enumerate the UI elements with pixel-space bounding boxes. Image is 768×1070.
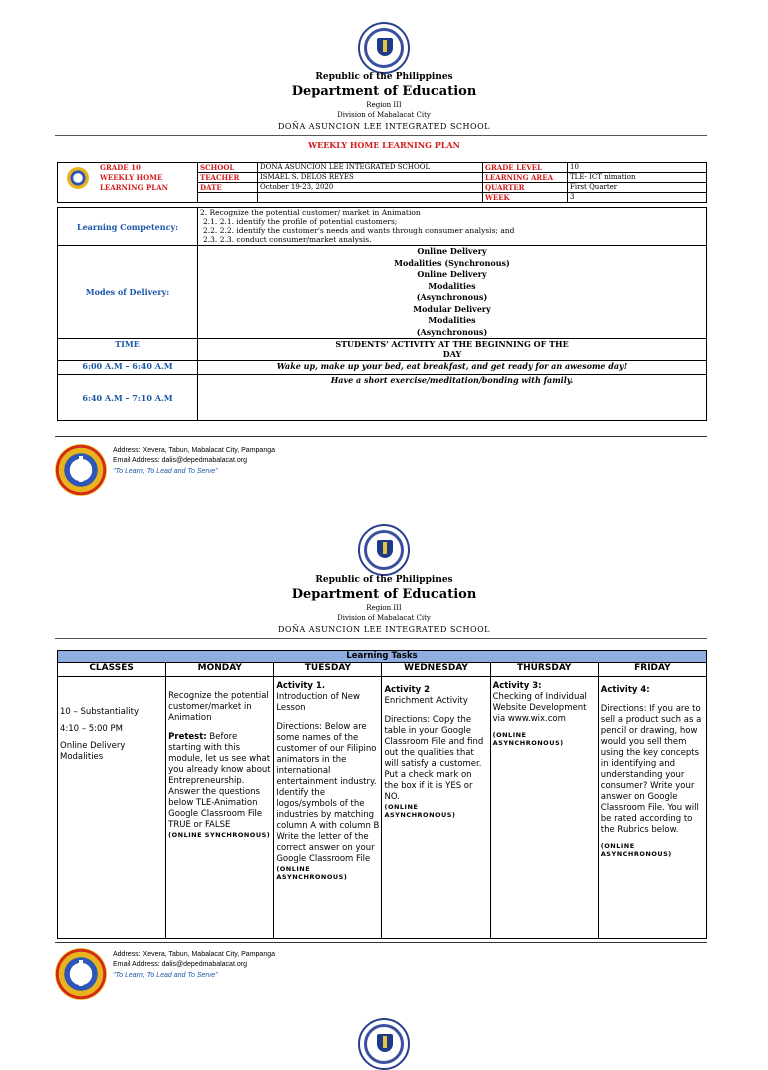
mode-line: Modalities	[428, 315, 476, 325]
header-divider	[55, 638, 707, 639]
learning-tasks-table	[57, 650, 707, 939]
tuesday-cell	[274, 677, 382, 939]
col-header-monday: MONDAY	[166, 663, 274, 677]
wednesday-body: Directions: Copy the table in your Google Classroom File and find out the qualities that will satisfy a customer. Put a check mark on the box if it is YES or NO.	[384, 715, 484, 802]
date-value: October 19-23, 2020	[258, 183, 483, 193]
time-header: TIME	[58, 339, 198, 361]
competency-line: 2.1. 2.1. identify the profile of potential customers;	[203, 217, 398, 226]
mode-line: Online Delivery	[417, 269, 487, 279]
footer-divider	[55, 436, 707, 437]
activity-1: Wake up, make up your bed, eat breakfast, and get ready for an awesome day!	[198, 361, 707, 375]
learning-area-value: TLE- ICT nimation	[568, 173, 707, 183]
school-footer-logo	[55, 948, 107, 1000]
friday-cell	[598, 677, 706, 939]
division-text: Division of Mabalacat City	[337, 614, 431, 622]
header-divider	[55, 135, 707, 136]
thursday-title: Activity 3:	[492, 681, 542, 691]
week-value: 3	[568, 193, 707, 203]
school-name: DOÑA ASUNCION LEE INTEGRATED SCHOOL	[278, 122, 490, 131]
footer-email: Email Address: dalis@depedmabalacat.org	[113, 961, 247, 968]
activity-2: Have a short exercise/meditation/bonding with family.	[198, 375, 707, 421]
pretest-text: Before starting with this module, let us see what you already know about Entrepreneurship. Answer the questions below TLE-Animation Google Classroom File	[168, 732, 271, 819]
col-header-wednesday: WEDNESDAY	[382, 663, 490, 677]
activity-header: STUDENTS' ACTIVITY AT THE BEGINNING OF THE DAY	[198, 339, 707, 361]
learning-tasks-banner: Learning Tasks	[58, 651, 707, 663]
weekly-home-label: WEEKLY HOME	[100, 173, 163, 182]
competency-label-cell	[58, 208, 198, 246]
division-text: Division of Mabalacat City	[337, 111, 431, 119]
thursday-tag: (ONLINE ASYNCHRONOUS)	[492, 731, 564, 747]
mode-line: Modalities (Synchronous)	[394, 257, 510, 268]
grade-label-cell	[98, 163, 198, 203]
competency-cell	[198, 208, 707, 246]
deped-seal-logo	[358, 524, 410, 576]
tuesday-tag: (ONLINE ASYNCHRONOUS)	[276, 865, 348, 881]
mode-line: Modalities	[428, 280, 476, 291]
grade-label: GRADE 10	[100, 163, 141, 172]
tuesday-title: Activity 1.	[276, 681, 326, 691]
modes-label-cell	[58, 246, 198, 339]
footer-address: Address: Xevera, Tabun, Mabalacat City, Pampanga	[113, 951, 275, 958]
plan-table	[57, 207, 707, 421]
date-key: DATE	[198, 183, 258, 193]
republic-heading: Republic of the Philippines	[315, 72, 453, 82]
footer-motto: "To Learn, To Lead and To Serve"	[113, 972, 218, 979]
region-text: Region III	[366, 101, 402, 109]
monday-tag: (ONLINE SYNCHRONOUS)	[168, 831, 271, 839]
wednesday-cell	[382, 677, 490, 939]
competency-line: 2.3. 2.3. conduct consumer/market analysis.	[203, 235, 372, 244]
school-logo	[67, 167, 89, 189]
grade-level-key: GRADE LEVEL	[483, 163, 568, 173]
friday-title: Activity 4:	[600, 685, 650, 695]
thursday-body: Checking of Individual Website Development via www.wix.com	[492, 692, 587, 724]
info-table	[57, 162, 707, 203]
competency-line: 2. Recognize the potential customer/ market in Animation	[200, 208, 421, 217]
col-header-friday: FRIDAY	[598, 663, 706, 677]
mode-line: Modular Delivery	[413, 303, 491, 314]
teacher-key: TEACHER	[198, 173, 258, 183]
monday-cell	[166, 677, 274, 939]
quarter-key: QUARTER	[483, 183, 568, 193]
wednesday-subtitle: Enrichment Activity	[384, 696, 468, 706]
competency-line: 2.2. 2.2. identify the customer's needs and wants through consumer analysis; and	[203, 226, 515, 235]
modes-cell	[198, 246, 707, 339]
monday-intro: Recognize the potential customer/market in Animation	[168, 691, 269, 723]
department-heading: Department of Education	[291, 84, 477, 99]
republic-heading: Republic of the Philippines	[315, 575, 453, 585]
plan-title: WEEKLY HOME LEARNING PLAN	[308, 140, 460, 150]
quarter-value: First Quarter	[568, 183, 707, 193]
friday-body: Directions: If you are to sell a product such as a pencil or drawing, how would you sell them using the key concepts in identifying and understanding your consumer? Write your answer on Google Classroom File. You will be rated according to the Rubrics below.	[600, 704, 702, 835]
wednesday-tag: (ONLINE ASYNCHRONOUS)	[384, 803, 456, 819]
class-time: 4:10 – 5:00 PM	[60, 724, 123, 734]
tuesday-body: Directions: Below are some names of the customer of our Filipino animators in the international entertainment industry. Identify the logos/symbols of the industries by matching column A with column B Write the letter of the correct answer on your Google Classroom File	[276, 722, 380, 864]
col-header-tuesday: TUESDAY	[274, 663, 382, 677]
col-header-classes: CLASSES	[58, 663, 166, 677]
col-header-thursday: THURSDAY	[490, 663, 598, 677]
mode-line: (Asynchronous)	[416, 292, 488, 302]
deped-seal-logo	[358, 1018, 410, 1070]
true-false-text: TRUE or FALSE	[168, 820, 231, 830]
modes-label: Modes of Delivery:	[85, 287, 170, 297]
time-slot-1: 6:00 A.M – 6:40 A.M	[58, 361, 198, 375]
learning-area-key: LEARNING AREA	[483, 173, 568, 183]
mode-line: (Asynchronous)	[416, 326, 488, 337]
footer-motto: "To Learn, To Lead and To Serve"	[113, 468, 218, 475]
friday-tag: (ONLINE ASYNCHRONOUS)	[600, 842, 672, 858]
deped-seal-logo	[358, 22, 410, 74]
school-value: DOÑA ASUNCION LEE INTEGRATED SCHOOL	[258, 163, 483, 173]
empty-key	[198, 193, 258, 203]
school-logo-cell	[58, 163, 99, 203]
department-heading: Department of Education	[291, 587, 477, 602]
region-text: Region III	[366, 604, 402, 612]
school-footer-logo	[55, 444, 107, 496]
wednesday-title: Activity 2	[384, 685, 430, 695]
class-section: 10 – Substantiality	[60, 707, 139, 717]
teacher-value: ISMAEL S. DELOS REYES	[258, 173, 483, 183]
tuesday-subtitle: Introduction of New Lesson	[276, 692, 360, 713]
thursday-cell	[490, 677, 598, 939]
week-key: WEEK	[483, 193, 568, 203]
school-key: SCHOOL	[198, 163, 258, 173]
pretest-label: Pretest:	[168, 732, 207, 742]
competency-label: Learning Competency:	[76, 221, 179, 232]
empty-value	[258, 193, 483, 203]
school-name: DOÑA ASUNCION LEE INTEGRATED SCHOOL	[278, 625, 490, 634]
footer-address: Address: Xevera, Tabun, Mabalacat City, Pampanga	[113, 447, 275, 454]
grade-level-value: 10	[568, 163, 707, 173]
time-slot-2: 6:40 A.M – 7:10 A.M	[58, 375, 198, 421]
footer-email: Email Address: dalis@depedmabalacat.org	[113, 457, 247, 464]
mode-line: Online Delivery	[417, 246, 487, 256]
learning-plan-label: LEARNING PLAN	[100, 183, 169, 192]
footer-divider	[55, 942, 707, 943]
classes-cell	[58, 677, 166, 939]
class-mode: Online Delivery Modalities	[60, 741, 126, 762]
